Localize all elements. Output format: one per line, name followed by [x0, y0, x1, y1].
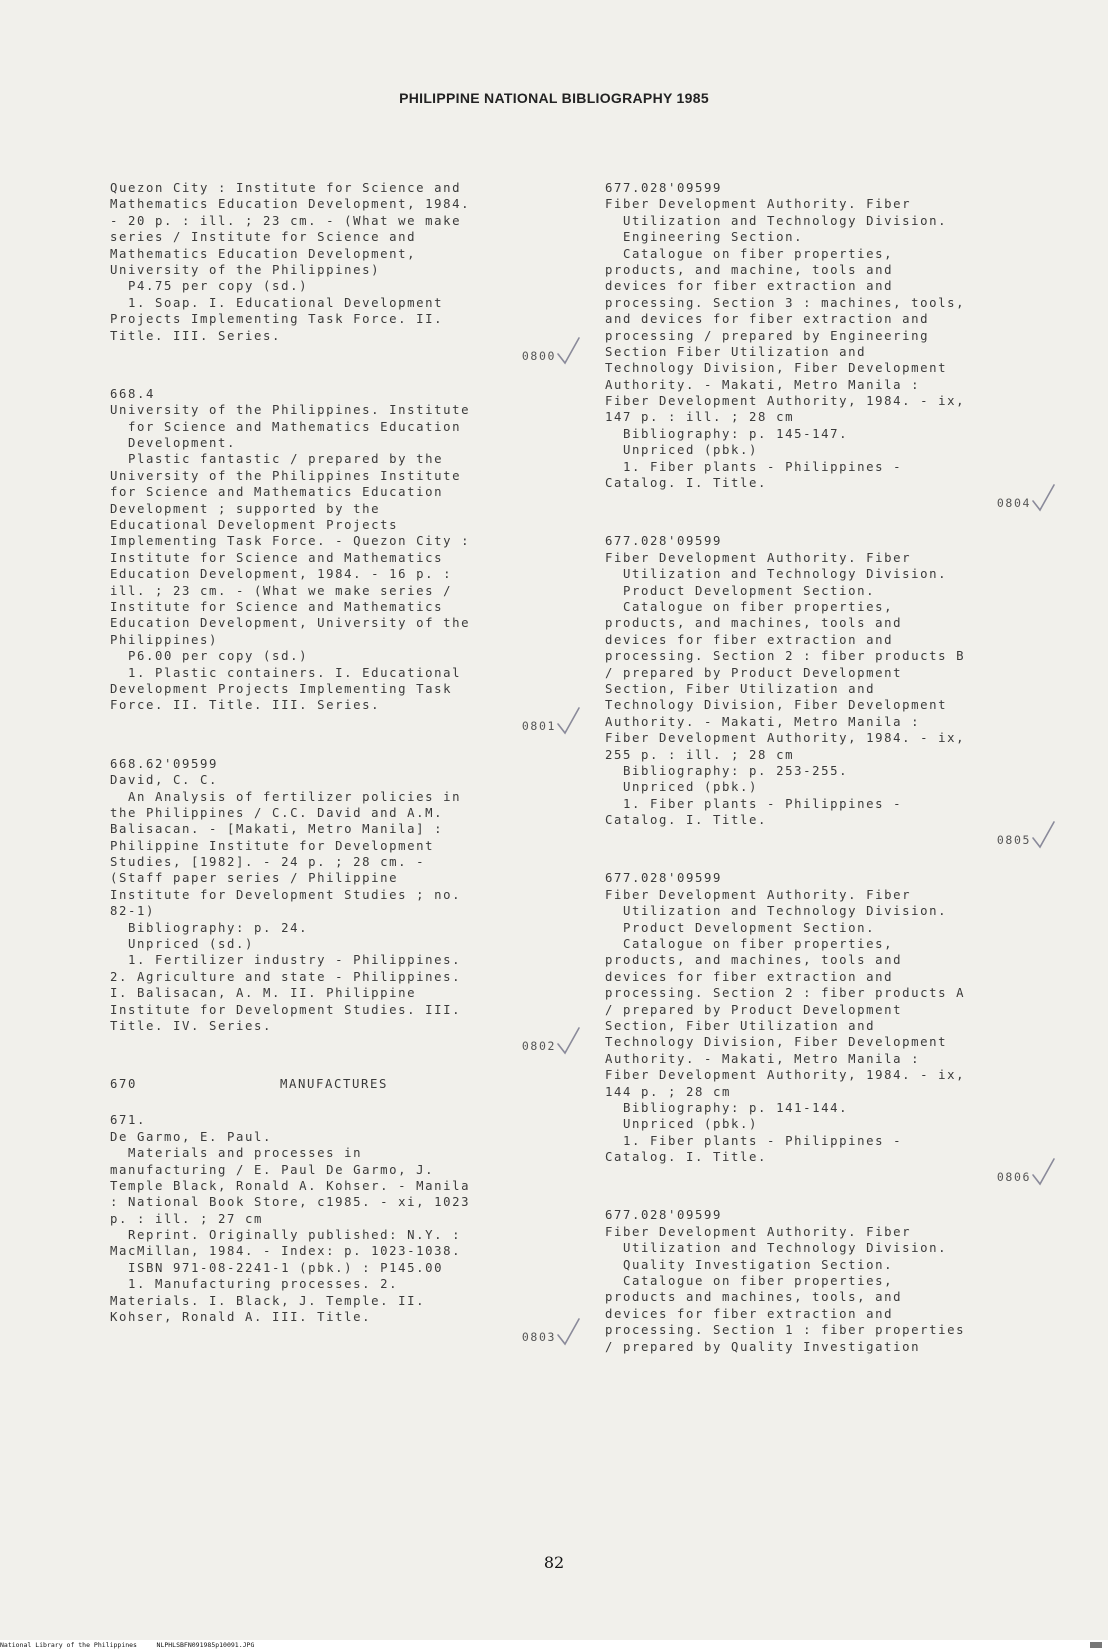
entry-line: Fiber Development Authority. Fiber: [605, 197, 912, 212]
entry-line: 677.028'09599: [605, 181, 723, 195]
entry-line: Studies, [1982]. - 24 p. ; 28 cm. -: [110, 855, 426, 870]
entry-line: Unpriced (pbk.): [605, 1117, 759, 1132]
entry-line: University of the Philippines): [110, 262, 381, 277]
entry-code: 0803: [521, 1330, 556, 1345]
entry-line: Product Development Section.: [605, 583, 876, 598]
entry-line: Institute for Development Studies. III.: [110, 1002, 462, 1017]
entry-line: 1. Fertilizer industry - Philippines.: [110, 953, 462, 968]
entry-line: Technology Division, Fiber Development: [605, 1035, 948, 1050]
entry-line: Projects Implementing Task Force. II.: [110, 312, 444, 327]
entry-line: Authority. - Makati, Metro Manila :: [605, 377, 921, 392]
catalog-entry-0802: [110, 756, 580, 1061]
entry-code: 0804: [996, 496, 1031, 511]
entry-line: ill. ; 23 cm. - (What we make series /: [110, 583, 453, 598]
entry-line: devices for fiber extraction and: [605, 279, 894, 294]
checkmark-icon: [1031, 1157, 1055, 1187]
catalog-entry-0804: [605, 180, 1055, 517]
entry-line: Institute for Development Studies ; no.: [110, 887, 462, 902]
entry-line: Implementing Task Force. - Quezon City :: [110, 534, 471, 549]
entry-line: An Analysis of fertilizer policies in: [110, 789, 462, 804]
entry-line: Bibliography: p. 253-255.: [605, 763, 849, 778]
entry-line: P6.00 per copy (sd.): [110, 649, 309, 664]
entry-line: manufacturing / E. Paul De Garmo, J.: [110, 1162, 435, 1177]
catalog-entry-0803: [110, 1112, 580, 1351]
entry-line: 255 p. : ill. ; 28 cm: [605, 747, 795, 762]
entry-line: Quality Investigation Section.: [605, 1257, 894, 1272]
catalog-entry-0801: [110, 386, 580, 740]
entry-line: products and machines, tools, and: [605, 1290, 903, 1305]
entry-line: products, and machine, tools and: [605, 262, 894, 277]
entry-line: Materials and processes in: [110, 1146, 363, 1161]
entry-line: Technology Division, Fiber Development: [605, 361, 948, 376]
entry-line: Section, Fiber Utilization and: [605, 681, 876, 696]
entry-line: processing. Section 2 : fiber products A: [605, 986, 966, 1001]
entry-line: processing / prepared by Engineering: [605, 328, 930, 343]
entry-line: 1. Fiber plants - Philippines -: [605, 796, 903, 811]
entry-line: 668.4: [110, 386, 156, 401]
entry-line: Development Projects Implementing Task: [110, 681, 453, 696]
entry-line: 2. Agriculture and state - Philippines.: [110, 969, 462, 984]
entry-code: 0801: [521, 718, 556, 733]
entry-code-row: [605, 828, 1055, 854]
section-heading: [110, 1076, 580, 1112]
checkmark-icon: [556, 706, 580, 736]
entry-line: Balisacan. - [Makati, Metro Manila] :: [110, 822, 444, 837]
entry-line: 144 p. ; 28 cm: [605, 1084, 732, 1099]
entry-line: Catalog. I. Title.: [605, 1150, 768, 1165]
entry-line: Education Development, University of the: [110, 616, 471, 631]
entry-line: Section Fiber Utilization and: [605, 344, 867, 359]
entry-line: / prepared by Quality Investigation: [605, 1339, 921, 1354]
entry-line: Development.: [110, 436, 237, 451]
entry-code-row: [605, 1165, 1055, 1191]
checkmark-icon: [1031, 820, 1055, 850]
scan-footer: [0, 1640, 1108, 1650]
entry-line: Bibliography: p. 141-144.: [605, 1100, 849, 1115]
entry-line: 1. Fiber plants - Philippines -: [605, 459, 903, 474]
entry-line: 1. Plastic containers. I. Educational: [110, 665, 462, 680]
entry-line: / prepared by Product Development: [605, 1002, 903, 1017]
entry-line: series / Institute for Science and: [110, 230, 417, 245]
entry-line: Fiber Development Authority, 1984. - ix,: [605, 1068, 966, 1083]
entry-line: University of the Philippines Institute: [110, 468, 462, 483]
entry-line: Utilization and Technology Division.: [605, 1241, 948, 1256]
entry-line: Fiber Development Authority, 1984. - ix,: [605, 394, 966, 409]
entry-line: Kohser, Ronald A. III. Title.: [110, 1310, 372, 1325]
section-number: 670: [110, 1077, 138, 1092]
entry-line: Authority. - Makati, Metro Manila :: [605, 714, 921, 729]
entry-line: products, and machines, tools and: [605, 953, 903, 968]
catalog-entry-0800: [110, 180, 580, 370]
entry-code-row: [605, 491, 1055, 517]
entry-line: Fiber Development Authority. Fiber: [605, 550, 912, 565]
catalog-entry-0806: [605, 870, 1055, 1191]
entry-line: Reprint. Originally published: N.Y. :: [110, 1228, 462, 1243]
entry-line: Catalogue on fiber properties,: [605, 246, 894, 261]
entry-line: Plastic fantastic / prepared by the: [110, 452, 444, 467]
entry-line: Fiber Development Authority. Fiber: [605, 887, 912, 902]
checkmark-icon: [556, 336, 580, 366]
entry-code-row: [110, 344, 580, 370]
footer-text: National Library of the Philippines NLPHLSBFN091985p10091.JPG: [0, 1641, 255, 1649]
entry-code: 0806: [996, 1170, 1031, 1185]
entry-line: Utilization and Technology Division.: [605, 567, 948, 582]
entry-line: products, and machines, tools and: [605, 616, 903, 631]
entry-line: processing. Section 2 : fiber products B: [605, 649, 966, 664]
entry-line: for Science and Mathematics Education: [110, 419, 462, 434]
entry-line: devices for fiber extraction and: [605, 632, 894, 647]
entry-line: Technology Division, Fiber Development: [605, 698, 948, 713]
entry-line: Title. III. Series.: [110, 328, 282, 343]
entry-line: processing. Section 3 : machines, tools,: [605, 295, 966, 310]
left-column: [110, 180, 580, 1367]
entry-line: Title. IV. Series.: [110, 1018, 273, 1033]
entry-line: : National Book Store, c1985. - xi, 1023: [110, 1195, 471, 1210]
page-number: 82: [543, 1553, 565, 1572]
section-title: MANUFACTURES: [280, 1077, 389, 1092]
entry-line: Bibliography: p. 24.: [110, 920, 309, 935]
entry-line: Mathematics Education Development, 1984.: [110, 197, 471, 212]
checkmark-icon: [556, 1317, 580, 1347]
entry-line: the Philippines / C.C. David and A.M.: [110, 805, 444, 820]
entry-code: 0805: [996, 833, 1031, 848]
entry-line: 677.028'09599: [605, 871, 723, 886]
entry-line: / prepared by Product Development: [605, 665, 903, 680]
entry-line: devices for fiber extraction and: [605, 1306, 894, 1321]
entry-line: Catalogue on fiber properties,: [605, 1274, 894, 1289]
entry-line: Quezon City : Institute for Science and: [110, 181, 462, 195]
entry-line: Philippine Institute for Development: [110, 838, 435, 853]
entry-line: 668.62'09599: [110, 756, 219, 771]
entry-line: University of the Philippines. Institute: [110, 403, 471, 418]
entry-line: Fiber Development Authority. Fiber: [605, 1224, 912, 1239]
entry-line: Educational Development Projects: [110, 518, 399, 533]
entry-line: Institute for Science and Mathematics: [110, 599, 444, 614]
entry-line: Section, Fiber Utilization and: [605, 1018, 876, 1033]
entry-line: Institute for Science and Mathematics: [110, 550, 444, 565]
entry-line: 677.028'09599: [605, 1208, 723, 1223]
entry-line: Catalog. I. Title.: [605, 813, 768, 828]
entry-line: 1. Fiber plants - Philippines -: [605, 1133, 903, 1148]
entry-code: 0802: [521, 1039, 556, 1054]
entry-line: P4.75 per copy (sd.): [110, 279, 309, 294]
entry-line: 1. Soap. I. Educational Development: [110, 295, 444, 310]
entry-line: Product Development Section.: [605, 920, 876, 935]
entry-code-row: [110, 714, 580, 740]
entry-line: Unpriced (pbk.): [605, 443, 759, 458]
entry-line: (Staff paper series / Philippine: [110, 871, 399, 886]
entry-line: Authority. - Makati, Metro Manila :: [605, 1051, 921, 1066]
entry-code-row: [110, 1325, 580, 1351]
entry-line: 671.: [110, 1113, 147, 1128]
entry-line: processing. Section 1 : fiber properties: [605, 1323, 966, 1338]
entry-line: Fiber Development Authority, 1984. - ix,: [605, 731, 966, 746]
entry-line: ISBN 971-08-2241-1 (pbk.) : P145.00: [110, 1260, 444, 1275]
entry-line: Utilization and Technology Division.: [605, 904, 948, 919]
scan-marker-icon: [1090, 1642, 1102, 1648]
entry-line: 82-1): [110, 904, 156, 919]
entry-line: Philippines): [110, 632, 219, 647]
checkmark-icon: [556, 1026, 580, 1056]
entry-line: Bibliography: p. 145-147.: [605, 426, 849, 441]
entry-code-row: [110, 1034, 580, 1060]
entry-line: Mathematics Education Development,: [110, 246, 417, 261]
entry-line: Utilization and Technology Division.: [605, 213, 948, 228]
entry-line: 147 p. : ill. ; 28 cm: [605, 410, 795, 425]
entry-line: Catalog. I. Title.: [605, 476, 768, 491]
entry-line: Catalogue on fiber properties,: [605, 937, 894, 952]
entry-line: Unpriced (sd.): [110, 937, 255, 952]
entry-line: 1. Manufacturing processes. 2.: [110, 1277, 399, 1292]
page-header: PHILIPPINE NATIONAL BIBLIOGRAPHY 1985: [399, 90, 709, 106]
entry-line: - 20 p. : ill. ; 23 cm. - (What we make: [110, 213, 462, 228]
entry-line: I. Balisacan, A. M. II. Philippine: [110, 986, 417, 1001]
right-column: [605, 180, 1055, 1371]
entry-line: Force. II. Title. III. Series.: [110, 698, 381, 713]
entry-line: and devices for fiber extraction and: [605, 312, 930, 327]
checkmark-icon: [1031, 483, 1055, 513]
entry-line: p. : ill. ; 27 cm: [110, 1211, 264, 1226]
entry-line: David, C. C.: [110, 773, 219, 788]
catalog-entry-0807: [605, 1207, 1055, 1355]
entry-line: Education Development, 1984. - 16 p. :: [110, 567, 453, 582]
entry-line: Materials. I. Black, J. Temple. II.: [110, 1293, 426, 1308]
entry-line: Engineering Section.: [605, 230, 804, 245]
entry-code: 0800: [521, 348, 556, 363]
entry-line: for Science and Mathematics Education: [110, 485, 444, 500]
entry-line: Catalogue on fiber properties,: [605, 599, 894, 614]
entry-line: 677.028'09599: [605, 534, 723, 549]
entry-line: Unpriced (pbk.): [605, 780, 759, 795]
entry-line: devices for fiber extraction and: [605, 969, 894, 984]
entry-line: Development ; supported by the: [110, 501, 381, 516]
entry-line: MacMillan, 1984. - Index: p. 1023-1038.: [110, 1244, 462, 1259]
entry-line: Temple Black, Ronald A. Kohser. - Manila: [110, 1178, 471, 1193]
catalog-entry-0805: [605, 533, 1055, 854]
entry-line: De Garmo, E. Paul.: [110, 1129, 273, 1144]
